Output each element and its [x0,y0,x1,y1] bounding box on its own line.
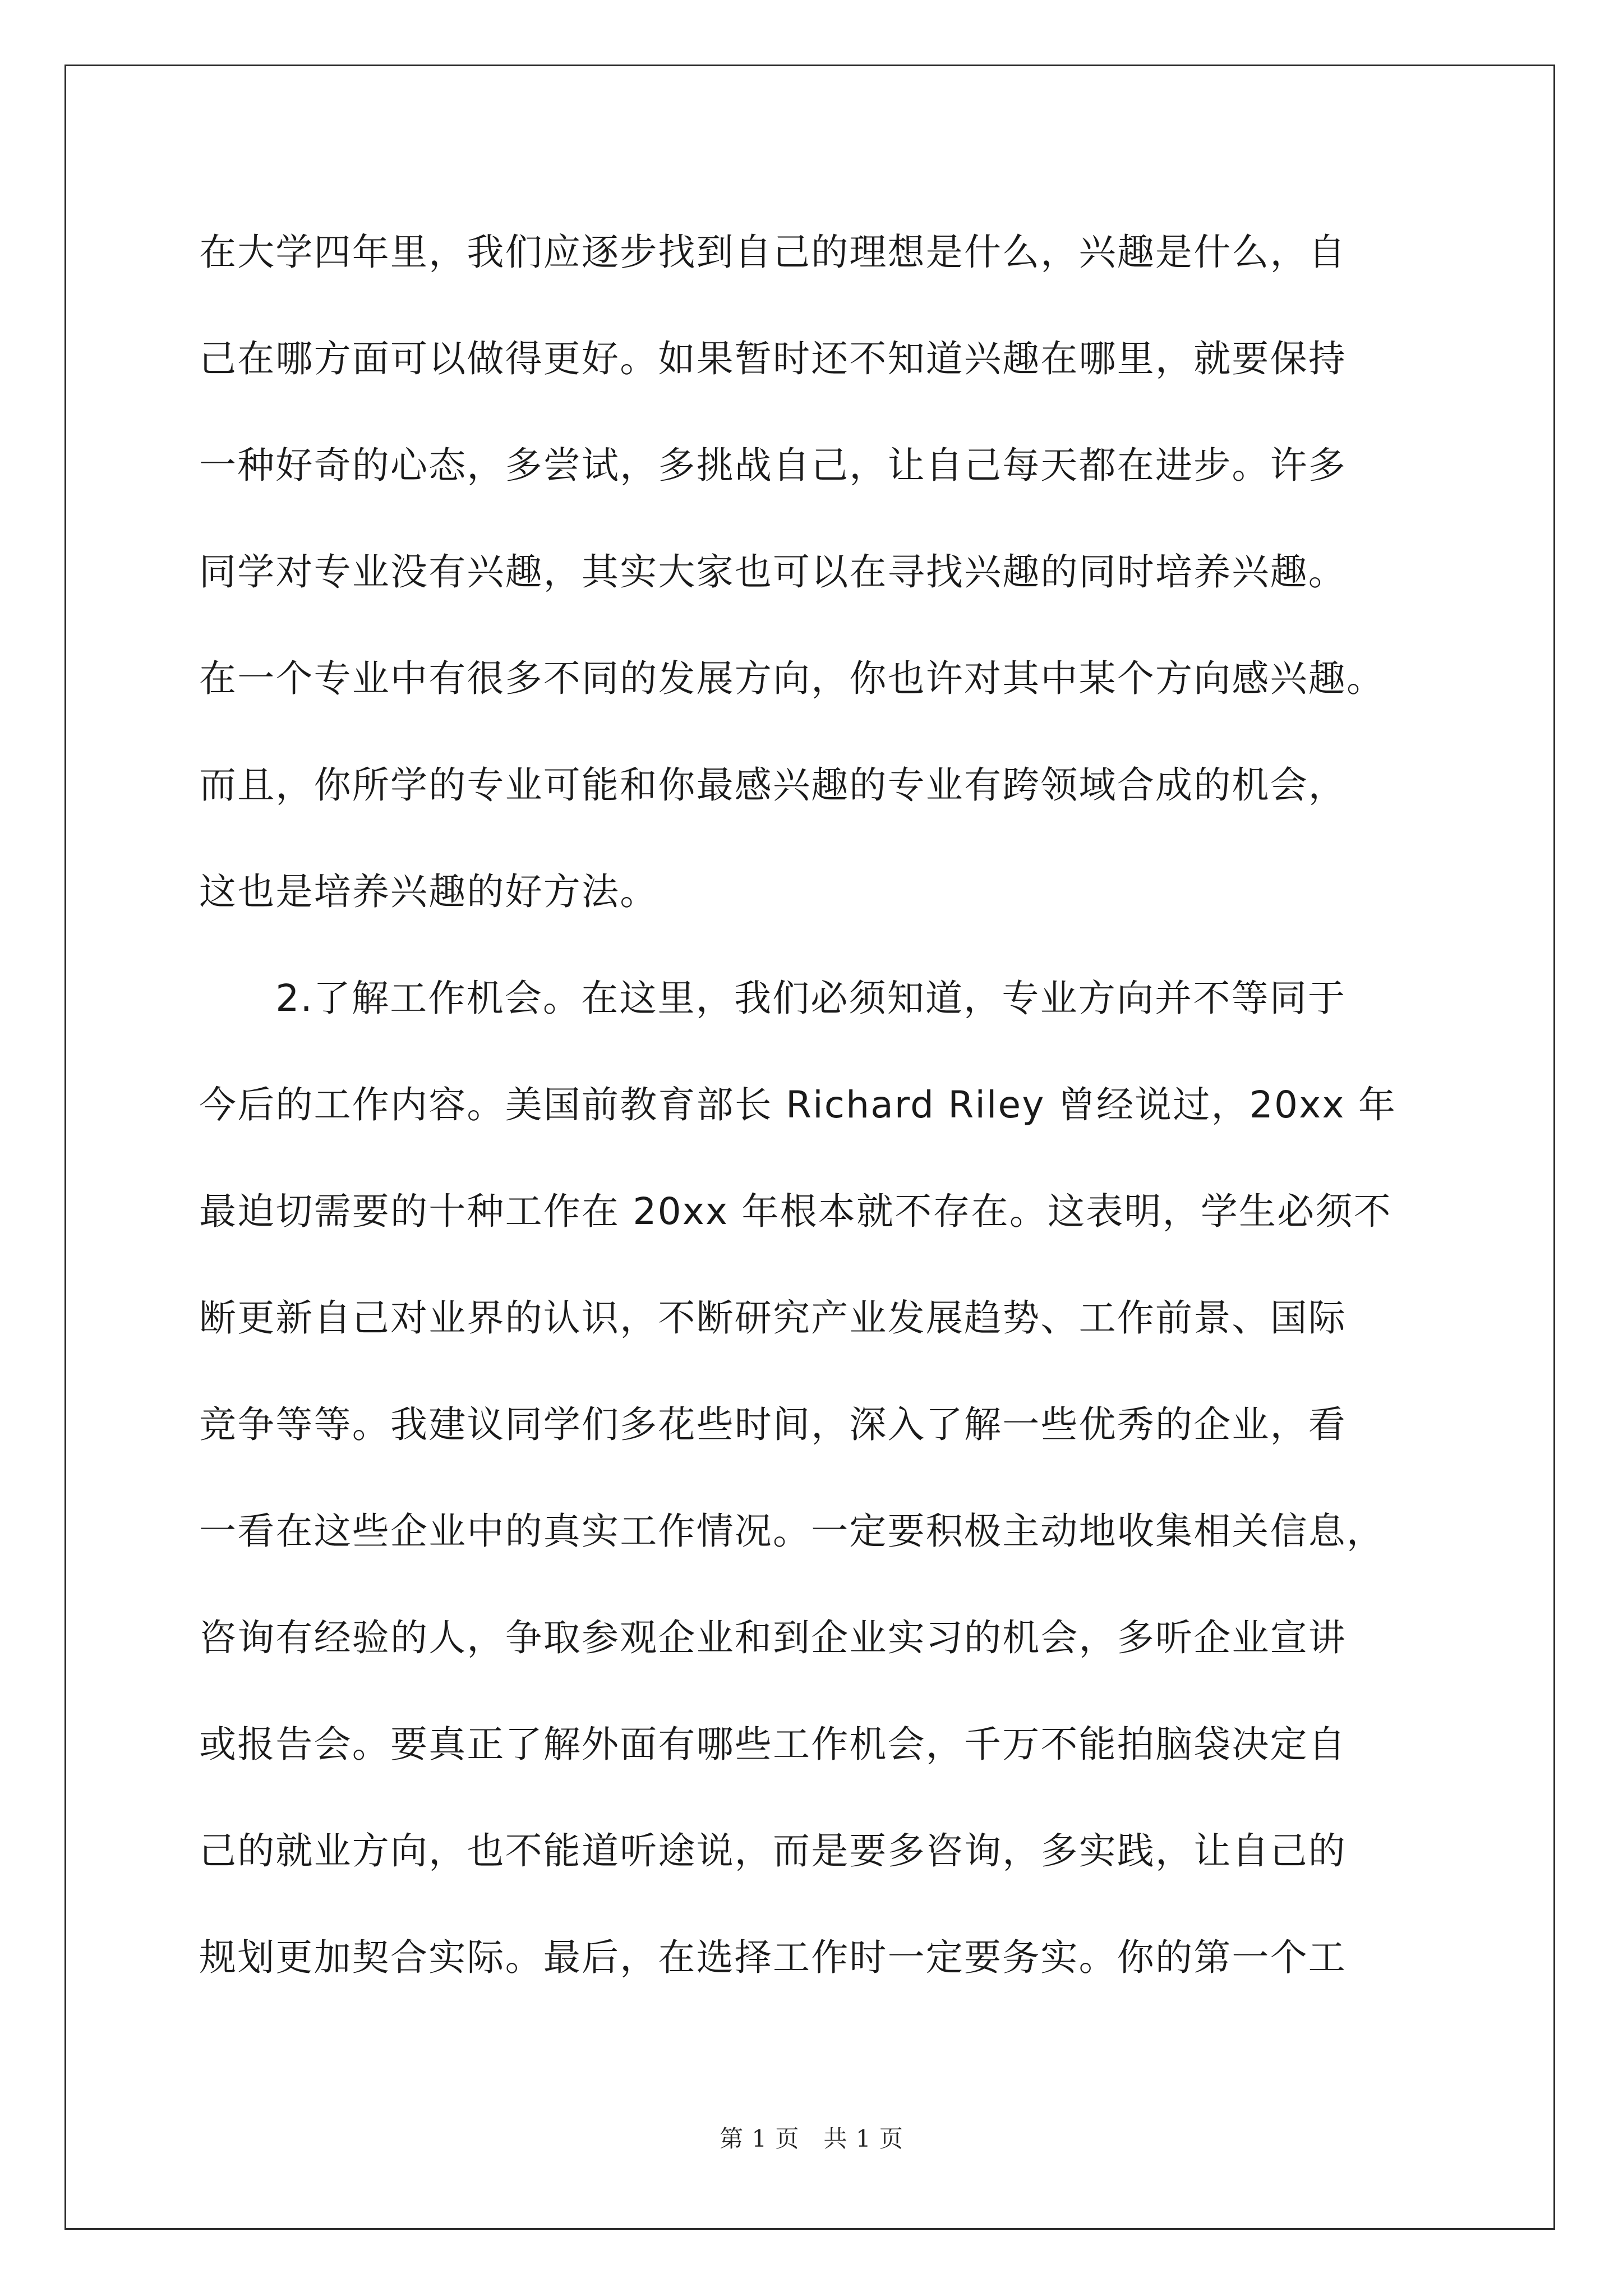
text-line: 在一个专业中有很多不同的发展方向，你也许对其中某个方向感兴趣。 [199,657,1385,700]
text-line: 咨询有经验的人，争取参观企业和到企业实习的机会，多听企业宣讲 [199,1616,1347,1659]
text-line: 一看在这些企业中的真实工作情况。一定要积极主动地收集相关信息， [199,1510,1385,1553]
page-footer: 第 1 页 共 1 页 [720,2125,903,2152]
text-line: 己的就业方向，也不能道听途说，而是要多咨询，多实践，让自己的 [199,1829,1347,1872]
text-line: 最迫切需要的十种工作在 20xx 年根本就不存在。这表明，学生必须不 [199,1190,1392,1233]
text-line: 而且，你所学的专业可能和你最感兴趣的专业有跨领域合成的机会， [199,763,1347,807]
text-line: 在大学四年里，我们应逐步找到自己的理想是什么，兴趣是什么，自 [199,231,1347,274]
text-line: 竞争等等。我建议同学们多花些时间，深入了解一些优秀的企业，看 [199,1403,1347,1446]
text-line: 这也是培养兴趣的好方法。 [199,870,658,913]
text-line: 一种好奇的心态，多尝试，多挑战自己，让自己每天都在进步。许多 [199,444,1347,487]
text-line: 己在哪方面可以做得更好。如果暂时还不知道兴趣在哪里，就要保持 [199,337,1347,380]
text-line: 今后的工作内容。美国前教育部长 Richard Riley 曾经说过，20xx 年 [199,1083,1397,1126]
text-line: 规划更加契合实际。最后，在选择工作时一定要务实。你的第一个工 [199,1936,1347,1979]
text-line: 同学对专业没有兴趣，其实大家也可以在寻找兴趣的同时培养兴趣。 [199,550,1347,593]
text-line: 断更新自己对业界的认识，不断研究产业发展趋势、工作前景、国际 [199,1296,1347,1340]
text-line: 2.了解工作机会。在这里，我们必须知道，专业方向并不等同于 [199,977,1347,1020]
text-line: 或报告会。要真正了解外面有哪些工作机会，千万不能拍脑袋决定自 [199,1723,1347,1766]
